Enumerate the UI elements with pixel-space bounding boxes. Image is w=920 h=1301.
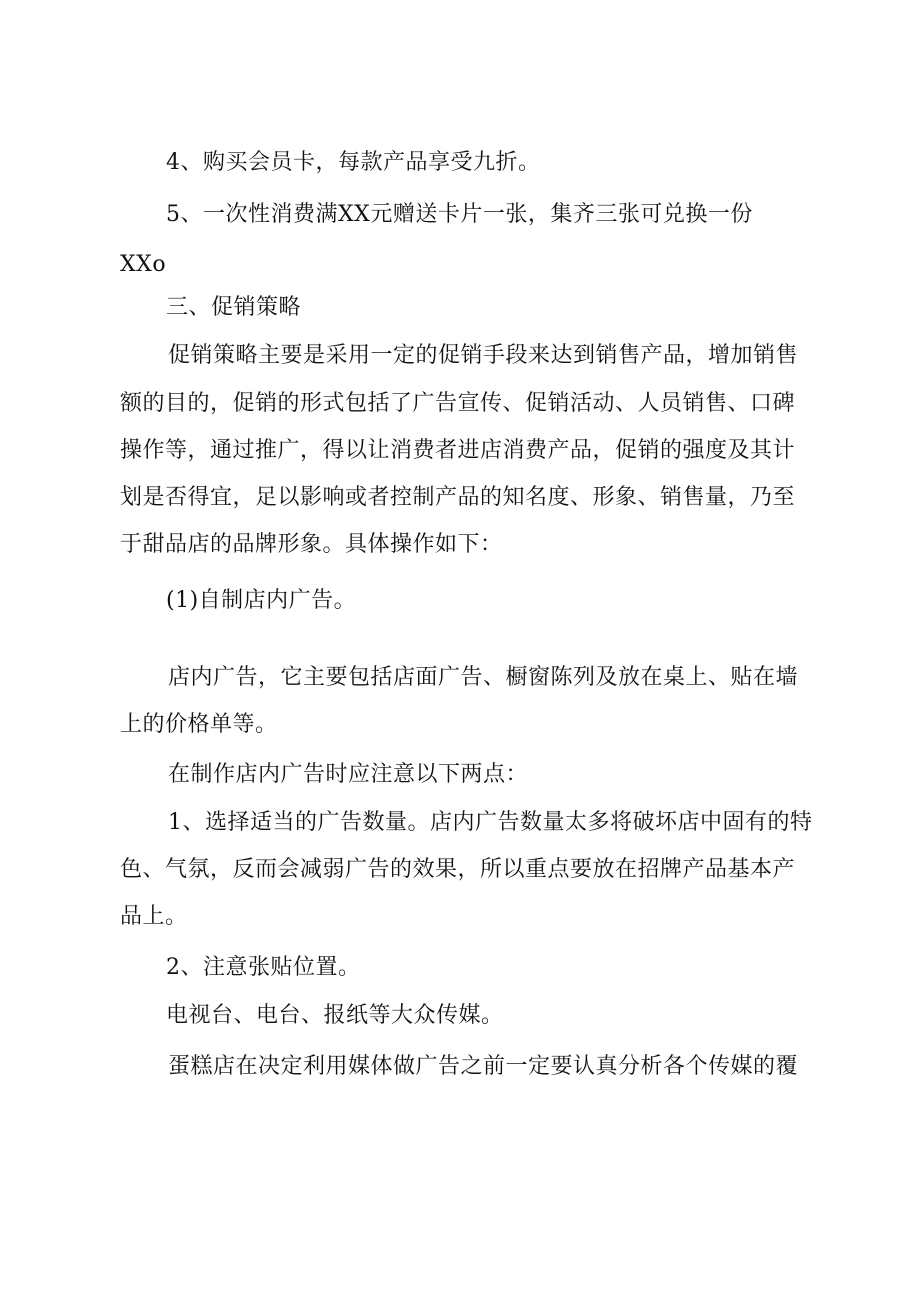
sub-item-1: (1)自制店内广告。 xyxy=(166,588,357,613)
media-heading: 电视台、电台、报纸等大众传媒。 xyxy=(166,1003,504,1028)
point-1-line-1: 1、选择适当的广告数量。店内广告数量太多将破坏店中固有的特 xyxy=(168,810,813,835)
point-1-line-2: 色、气氛，反而会减弱广告的效果，所以重点要放在招牌产品基本产 xyxy=(120,857,796,882)
paragraph-2-line-2: 上的价格单等。 xyxy=(120,712,278,737)
paragraph-1-line-1: 促销策略主要是采用一定的促销手段来达到销售产品，增加销售 xyxy=(168,343,799,368)
section-heading: 三、促销策略 xyxy=(166,295,302,320)
paragraph-1-line-4: 划是否得宜，足以影响或者控制产品的知名度、形象、销售量，乃至 xyxy=(120,485,796,510)
paragraph-1-line-3: 操作等，通过推广，得以让消费者进店消费产品，促销的强度及其计 xyxy=(120,438,796,463)
list-item-5-line-2: XXo xyxy=(120,252,167,277)
point-2: 2、注意张贴位置。 xyxy=(166,955,361,980)
list-item-5-line-1: 5、一次性消费满XX元赠送卡片一张，集齐三张可兑换一份 xyxy=(166,202,753,227)
paragraph-1-line-2: 额的目的，促销的形式包括了广告宣传、促销活动、人员销售、口碑 xyxy=(120,391,796,416)
list-item-4: 4、购买会员卡，每款产品享受九折。 xyxy=(166,150,541,175)
paragraph-3: 在制作店内广告时应注意以下两点： xyxy=(168,762,529,787)
paragraph-2-line-1: 店内广告，它主要包括店面广告、橱窗陈列及放在桌上、贴在墙 xyxy=(168,665,799,690)
point-1-line-3: 品上。 xyxy=(120,904,188,929)
paragraph-1-line-5: 于甜品店的品牌形象。具体操作如下： xyxy=(120,532,503,557)
paragraph-4-line-1: 蛋糕店在决定利用媒体做广告之前一定要认真分析各个传媒的覆 xyxy=(168,1054,799,1079)
